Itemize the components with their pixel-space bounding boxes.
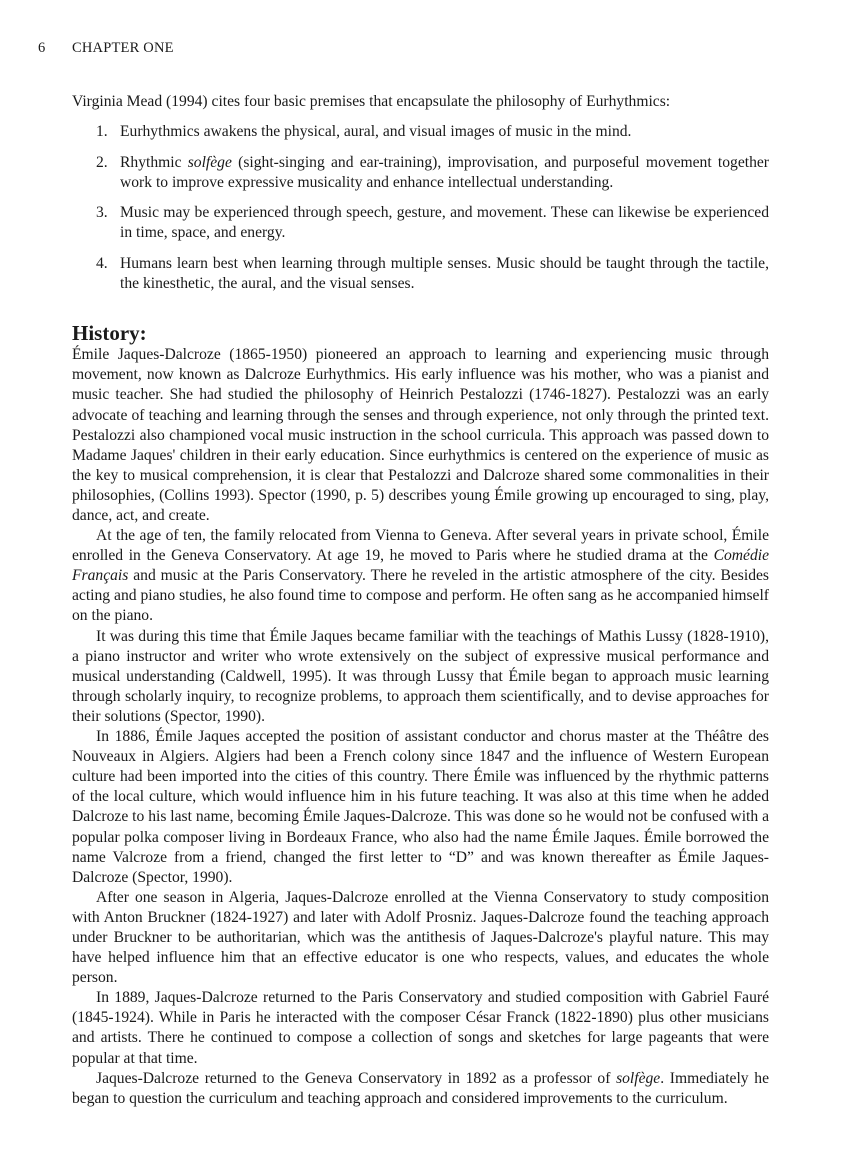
list-number: 2. bbox=[96, 153, 108, 171]
text-run: . Immediately he began to question the curriculum and teaching approach and considered improvements to the curriculum. bbox=[72, 1069, 769, 1107]
italic-term: solfège bbox=[616, 1069, 661, 1087]
text-run: Eurhythmics awakens the physical, aural, and visual images of music in the mind. bbox=[120, 123, 632, 141]
body-paragraph bbox=[72, 526, 769, 626]
chapter-title: CHAPTER ONE bbox=[72, 40, 174, 56]
body-paragraph bbox=[72, 988, 769, 1068]
text-run: At the age of ten, the family relocated from Vienna to Geneva. After several years in private school, Émile enrolled in the Geneva Conservatory. At age 19, he moved to Paris where he studied drama at the bbox=[72, 527, 769, 565]
body-paragraph bbox=[72, 888, 769, 988]
section-heading-history: History: bbox=[72, 321, 147, 346]
body-paragraph bbox=[72, 1069, 769, 1109]
text-run: It was during this time that Émile Jaques became familiar with the teachings of Mathis Lussy (1828-1910), a piano instructor and writer who wrote extensively on the subject of expressive musical performance and musical understanding (Caldwell, 1995). It was through Lussy that Émile began to approach music learning through scholarly inquiry, to recognize problems, to approach them scientifically, and to devise approaches for their solutions (Spector, 1990). bbox=[72, 627, 769, 725]
text-run: Music may be experienced through speech, gesture, and movement. These can likewise be experienced in time, space, and energy. bbox=[120, 204, 769, 242]
text-run: After one season in Algeria, Jaques-Dalcroze enrolled at the Vienna Conservatory to study composition with Anton Bruckner (1824-1927) and later with Adolf Prosniz. Jaques-Dalcroze found the teaching approach under Bruckner to be authoritarian, which was the antithesis of Jaques-Dalcroze's playful nature. This may have helped influence him that an effective educator is one who respects, values, and educates the whole person. bbox=[72, 888, 769, 987]
italic-term: Comédie Français bbox=[72, 547, 769, 585]
premise-item bbox=[72, 203, 769, 243]
text-run: In 1886, Émile Jaques accepted the position of assistant conductor and chorus master at the Théâtre des Nouveaux in Algiers. Algiers had been a French colony since 1847 and the influence of Western European culture had been imported into the cities of this country. There Émile was influenced by the rhythmic patterns of the local culture, which would influence him in his future teaching. It was also at this time when he added Dalcroze to his last name, becoming Émile Jaques-Dalcroze. This was done so he would not be confused with a popular polka composer living in Bordeaux France, who also had the name Émile Jaques. Émile borrowed the name Valcroze from a friend, changed the first letter to “D” and was known thereafter as Émile Jaques-Dalcroze (Spector, 1990). bbox=[72, 728, 769, 886]
premise-item bbox=[72, 254, 769, 294]
text-run: (sight-singing and ear-training), improvisation, and purposeful movement together work to improve expressive musicality and enhance intellectual understanding. bbox=[120, 153, 769, 191]
text-run: Jaques-Dalcroze returned to the Geneva Conservatory in 1892 as a professor of bbox=[96, 1069, 617, 1087]
text-run: Rhythmic bbox=[120, 153, 188, 171]
page-number: 6 bbox=[38, 40, 46, 56]
premise-item bbox=[72, 153, 769, 193]
history-section bbox=[72, 345, 769, 1109]
running-header bbox=[38, 40, 174, 57]
list-number: 4. bbox=[96, 255, 108, 273]
premises-list bbox=[72, 122, 769, 294]
page-body bbox=[72, 92, 769, 1109]
body-paragraph bbox=[72, 345, 769, 526]
text-run: and music at the Paris Conservatory. There he reveled in the artistic atmosphere of the city. Besides acting and piano studies, he also found time to compose and perform. He often sang as he accompanied himself on the piano. bbox=[72, 567, 769, 625]
text-run: Humans learn best when learning through multiple senses. Music should be taught through the tactile, the kinesthetic, the aural, and the visual senses. bbox=[120, 255, 769, 293]
intro-paragraph: Virginia Mead (1994) cites four basic premises that encapsulate the philosophy of Eurhythmics: bbox=[72, 93, 671, 110]
text-run: Émile Jaques-Dalcroze (1865-1950) pioneered an approach to learning and experiencing music through movement, now known as Dalcroze Eurhythmics. His early influence was his mother, who was a pianist and music teacher. She had studied the philosophy of Heinrich Pestalozzi (1746-1827). Pestalozzi was an early advocate of teaching and learning through the senses and through experience, not only through the printed text. Pestalozzi also championed vocal music instruction in the school curricula. This approach was passed down to Madame Jaques' children in their early education. Since eurhythmics is centered on the experience of music as the key to musical comprehension, it is clear that Pestalozzi and Dalcroze shared some commonalities in their philosophies, (Collins 1993). Spector (1990, p. 5) describes young Émile growing up encouraged to sing, play, dance, act, and create. bbox=[72, 346, 769, 524]
list-number: 1. bbox=[96, 123, 108, 141]
body-paragraph bbox=[72, 727, 769, 888]
body-paragraph bbox=[72, 627, 769, 727]
italic-term: solfège bbox=[187, 153, 232, 171]
premise-item bbox=[72, 122, 769, 142]
list-number: 3. bbox=[96, 204, 108, 222]
text-run: In 1889, Jaques-Dalcroze returned to the Paris Conservatory and studied composition with Gabriel Fauré (1845-1924). While in Paris he interacted with the composer César Franck (1822-1890) plus other musicians and artists. There he continued to compose a collection of songs and sketches for large pageants that were popular at that time. bbox=[72, 989, 769, 1067]
